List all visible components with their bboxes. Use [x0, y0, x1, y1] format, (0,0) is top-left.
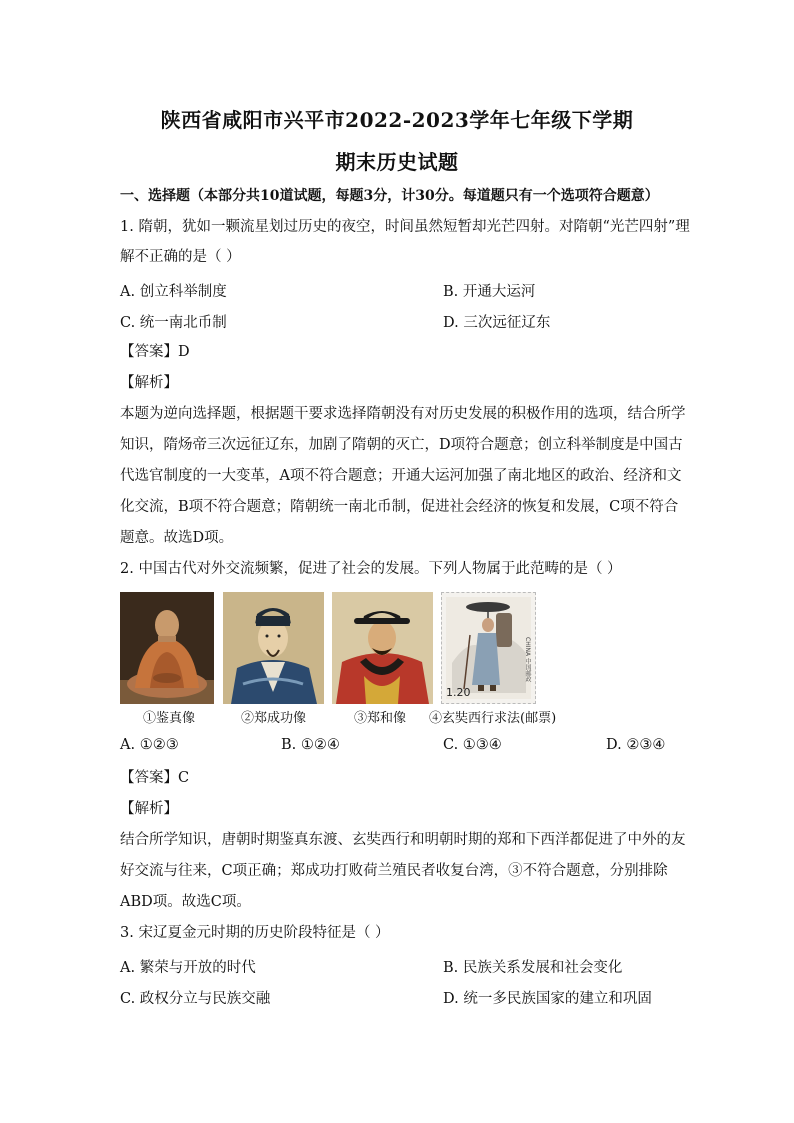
q2-option-c: C. ①③④	[443, 737, 502, 753]
q2-caption-2: ②郑成功像	[241, 711, 307, 726]
q1-options-row1	[120, 280, 680, 300]
q2-caption-3: ③郑和像	[354, 711, 407, 726]
q1-option-c: C. 统一南北币制	[120, 315, 227, 331]
q2-option-d: D. ②③④	[606, 737, 666, 753]
q2-caption-4: ④玄奘西行求法(邮票)	[429, 711, 557, 726]
q1-analysis-line: 化交流，B项不符合题意；隋朝统一南北币制，促进社会经济的恢复和发展，C项不符合	[120, 499, 679, 515]
q1-analysis-line: 本题为逆向选择题，根据题干要求选择隋朝没有对历史发展的积极作用的选项，结合所学	[120, 406, 686, 422]
q1-option-d: D. 三次远征辽东	[443, 315, 551, 331]
q3-stem: 3. 宋辽夏金元时期的历史阶段特征是（ ）	[120, 925, 390, 941]
q3-options-row2	[120, 987, 680, 1007]
jianzhen-statue-image	[120, 592, 214, 704]
q3-option-c: C. 政权分立与民族交融	[120, 991, 271, 1007]
q3-options-row1	[120, 956, 680, 976]
q1-option-b: B. 开通大运河	[443, 284, 536, 300]
q1-answer: 【答案】D	[120, 344, 190, 360]
q2-option-a: A. ①②③	[120, 737, 179, 753]
xuanzang-stamp-image	[441, 592, 536, 704]
stamp-value: 1.20	[446, 686, 471, 699]
q1-analysis-label: 【解析】	[120, 375, 178, 391]
q2-analysis-line: ABD项。故选C项。	[120, 894, 251, 910]
q2-stem: 2. 中国古代对外交流频繁，促进了社会的发展。下列人物属于此范畴的是（ ）	[120, 561, 622, 577]
q2-option-b: B. ①②④	[281, 737, 340, 753]
q3-option-a: A. 繁荣与开放的时代	[120, 960, 256, 976]
q3-option-b: B. 民族关系发展和社会变化	[443, 960, 623, 976]
q1-options-row2	[120, 311, 680, 331]
exam-title: 陕西省咸阳市兴平市2022-2023学年七年级下学期	[160, 108, 634, 132]
q1-analysis-line: 知识，隋炀帝三次远征辽东，加剧了隋朝的灭亡，D项符合题意；创立科举制度是中国古	[120, 437, 683, 453]
zheng-he-portrait-image	[332, 592, 433, 704]
stamp-country: CHINA 中国邮政	[524, 637, 531, 682]
zheng-chenggong-portrait-image	[223, 592, 324, 704]
q1-analysis-line: 代选官制度的一大变革，A项不符合题意；开通大运河加强了南北地区的政治、经济和文	[120, 468, 682, 484]
section-heading: 一、选择题（本部分共10道试题，每题3分，计30分。每道题只有一个选项符合题意）	[120, 188, 659, 204]
q2-analysis-label: 【解析】	[120, 801, 178, 817]
q2-caption-1: ①鉴真像	[143, 711, 196, 726]
q2-analysis-line: 结合所学知识，唐朝时期鉴真东渡、玄奘西行和明朝时期的郑和下西洋都促进了中外的友	[120, 832, 686, 848]
q2-analysis-line: 好交流与往来，C项正确；郑成功打败荷兰殖民者收复台湾，③不符合题意，分别排除	[120, 863, 668, 879]
q3-option-d: D. 统一多民族国家的建立和巩固	[443, 991, 652, 1007]
q2-answer: 【答案】C	[120, 770, 190, 786]
q1-option-a: A. 创立科举制度	[120, 284, 227, 300]
exam-subtitle: 期末历史试题	[335, 150, 459, 174]
q2-options-row	[120, 737, 680, 757]
q1-stem-line2: 解不正确的是（ ）	[120, 249, 241, 265]
q1-analysis-line: 题意。故选D项。	[120, 530, 234, 546]
q1-stem-line1: 1. 隋朝，犹如一颗流星划过历史的夜空，时间虽然短暂却光芒四射。对隋朝“光芒四射”理	[120, 219, 690, 235]
